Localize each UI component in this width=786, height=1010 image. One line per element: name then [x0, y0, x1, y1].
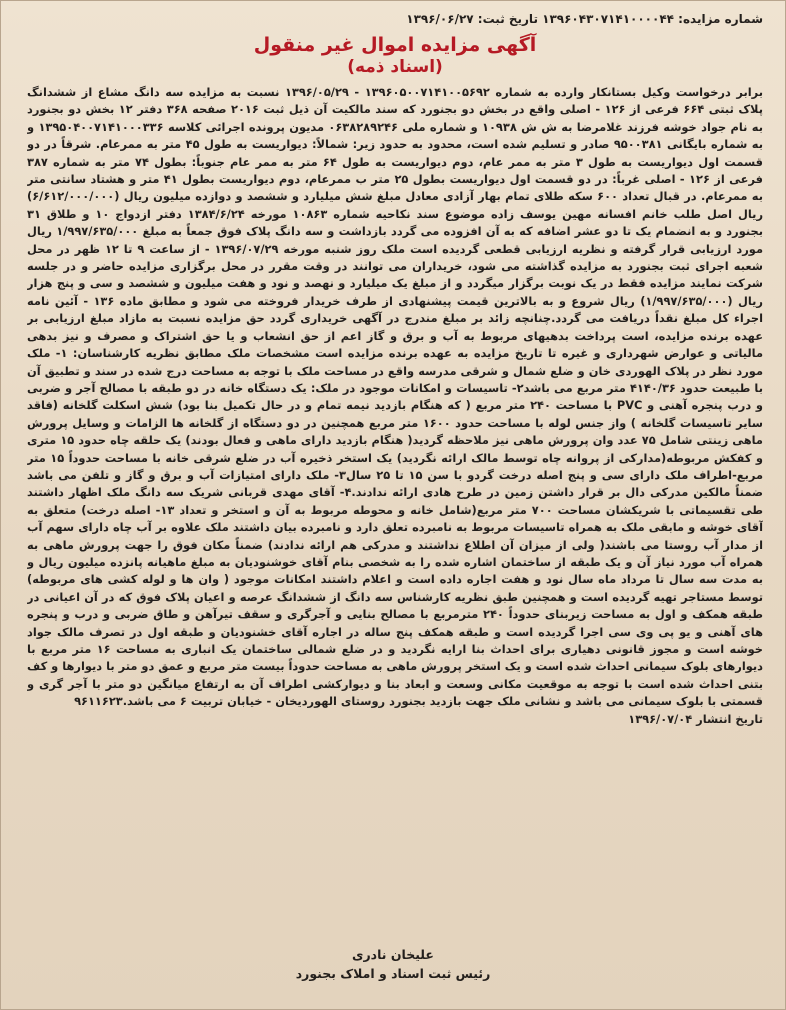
notice-paragraph: برابر درخواست وکیل بستانکار وارده به شماره ۱۳۹۶۰۵۰۰۷۱۴۱۰۰۵۶۹۲ - ۱۳۹۶/۰۵/۲۹ نسبت به مزایده سه دانگ مشاع از ششدانگ پلاک ثبتی ۶۶۴ فرعی از ۱۲۶ - اصلی واقع در بخش دو بجنورد که سند مالکیت آن ذیل ثبت ۲۰۱۶ صفحه ۳۶۸ دفتر ۱۲ بخش دو بجنورد به نام جواد خوشه فرزند غلامرضا به ش ش ۱۰۹۳۸ و شماره ملی ۰۶۳۸۲۸۹۲۴۶ مدیون پرونده اجرائی کلاسه ۱۳۹۵۰۴۰۰۷۱۴۱۰۰۰۳۳۶ و به شماره بایگانی ۹۵۰۰۳۸۱ صادر و تسلیم شده است، محدود به حدود زیر: شمالاً: دیواریست به طول ۴۵ متر به ممرعام. شرقاً در دو قسمت اول دیواریست به طول ۳ متر به ممر عام، دوم دیواریست به طول ۶۴ متر به ممر عام جنوباً: بطول ۷۴ متر به شماره ۳۸۷ فرعی از ۱۲۶ - اصلی غرباً: در دو قسمت اول دیواریست بطول ۲۵ متر ب ممرعام، دوم دیواریست بطول ۴۱ متر و هشتاد سانتی متر به ممرعام. در قبال تعداد ۶۰۰ سکه طلای تمام بهار آزادی معادل مبلغ شش میلیارد و ششصد و دوازده میلیون ریال (۶/۶۱۲/۰۰۰/۰۰۰) ریال اصل طلب خانم افسانه مهین یوسف زاده موضوع سند نکاحیه شماره ۱۰۸۶۳ مورخه ۱۳۸۴/۶/۲۴ دفتر ازدواج ۱۰ و طلاق ۳۱ بجنورد و به انضمام یک تا دو عشر اضافه که به آن افزوده می گردد بازداشت و سه دانگ پلاک فوق جمعاً به مبلغ ۱/۹۹۷/۶۳۵/۰۰۰ ریال مورد ارزیابی قرار گرفته و نظریه ارزیابی قطعی گردیده است ملک روز شنبه مورخه ۱۳۹۶/۰۷/۲۹ - از ساعت ۹ تا ۱۲ ظهر در محل شعبه اجرای ثبت بجنورد به مزایده گذاشته می شود، خریداران می توانند در وقت مقرر در محل برگزاری مزایده حاضر و در جلسه شرکت نمایند مزایده فقط در یک نوبت برگزار میگردد و از مبلغ یک میلیارد و نهصد و نود و هفت میلیون و ششصد و سی و پنج هزار ریال (۱/۹۹۷/۶۳۵/۰۰۰) ریال شروع و به بالاترین قیمت پیشنهادی از طرف خریدار فروخته می شود و مطابق ماده ۱۳۶ - آئین نامه اجراء کل مبلغ نقداً دریافت می گردد.چنانچه زائد بر مبلغ مندرج در آگهی خریداری گردد حق مزایده نسبت به مازاد مبلغ ارزیابی بر عهده برنده مزایده، است پرداخت بدهیهای مربوط به آب و برق و گاز اعم از حق انشعاب و یا حق اشتراک و مصرف و نیز بدهی مالیاتی و عوارض شهرداری و غیره تا تاریخ مزایده به عهده برنده مزایده است مشخصات ملک مطابق نظریه کارشناسان: ۱- ملک مورد نظر در پلاک الهوردی خان و ضلع شمال و شرقی مدرسه واقع در مساحت ملک با توجه به مساحت درج شده در سند و تطبیق آن با طبیعت حدود ۴۱۴۰/۳۶ متر مربع می باشد۲- تاسیسات و امکانات موجود در ملک: یک دستگاه خانه در دو طبقه با مصالح آجر و ضربی و درب پنجره آهنی و PVC با مساحت ۲۴۰ متر مربع ( که هنگام بازدید نیمه تمام و در حال تکمیل بنا بود) شش اسکلت گلخانه (فاقد سایر تاسیسات گلخانه ) واز جنس لوله با مساحت حدود ۱۶۰۰ متر مربع همچنین در دو دستگاه از گلخانه ها الزامات و وسایل پرورش ماهی زینتی شامل ۷۵ عدد وان پرورش ماهی نیز ملاحظه گردید( هنگام بازدید دارای ماهی و فعال بودند) یک حلقه چاه حدود ۱۵ متری و کفکش مربوطه(مدارکی از پروانه چاه توسط مالک ارائه نگردید) یک استخر ذخیره آب در ضلع شرقی خانه با مساحت حدوداً ۱۵ متر مربع-اطراف ملک دارای سی و پنج اصله درخت گردو با سن ۱۵ تا ۲۵ سال۳- ملک دارای امتیازات آب و برق و گاز و تلفن می باشد ضمناً مالکین مدرکی دال بر قرار داشتن زمین در طرح هادی ارائه ندادند.۴- آقای مهدی قربانی شریک سه دانگ ملک اظهار داشتند طی تقسیماتی با شریکشان مساحت ۷۰۰ متر مربع(شامل خانه و محوطه مربوط به آن و استخر و تعداد ۱۳- اصله درخت) متعلق به آقای خوشه و مابقی ملک به همراه تاسیسات مربوط به نامبرده تعلق دارد و نامبرده بیان داشتند ملک علاوه بر آب چاه دارای سهم آب از مدار آب روستا می باشند( ولی از میزان آن اطلاع نداشتند و مدرکی هم ارائه ندادند) ضمناً مکان فوق را جهت پرورش ماهی به همراه آب مورد نیاز آن و یک طبقه از ساختمان اشاره شده را به شخصی بنام آقای خوشنودیان به مبلغ ماهیانه پانزده میلیون ریال و به مدت سه سال تا مرداد ماه سال نود و هفت اجاره داده است و اعلام داشتند امکانات موجود ( وان ها و لوله کشی های مربوطه) توسط مستاجر تهیه گردیده است و همچنین طبق نظریه کارشناس سه دانگ از ششدانگ عرصه و اعیان پلاک فوق که در آن اعیانی در طبقه همکف و اول به مساحت زیربنای حدوداً ۲۴۰ مترمربع با مصالح بنایی و آجرگری و سقف تیرآهن و طاق ضربی و درب و پنجره های آهنی و یو پی وی سی اجرا گردیده است و طبقه همکف پنج ساله در اجاره آقای خشنودیان و طبقه اول در تصرف مالک جواد خوشه است و مجوز قانونی دهیاری برای احداث بنا ارایه نگردید و در ضلع شمالی ساختمان یک انباری به مساحت ۱۶ متر مربع با دیوارهای بلوک سیمانی احداث شده است و یک استخر پرورش ماهی به مساحت حدوداً بیست متر مربع و عمق دو متر با دیوارها و کف بتنی احداث شده است با توجه به موقعیت مکانی وسعت و ابعاد بنا و دیوارکشی اطراف آن به ارتفاع میانگین دو متر با آجر گری و قسمتی با بلوک سیمانی می باشد و نشانی ملک جهت بازدید بجنورد روستای الهوردیخان - خیابان تربیت ۶ می باشد.۹۶۱۱۶۲۳	[27, 85, 763, 709]
signature-block	[1, 945, 785, 983]
auction-number-line: شماره مزایده: ۱۳۹۶۰۴۳۰۷۱۴۱۰۰۰۰۴۴ تاریخ ثبت: ۱۳۹۶/۰۶/۲۷	[406, 12, 763, 26]
signatory-role: رئیس ثبت اسناد و املاک بجنورد	[295, 966, 491, 981]
notice-body	[27, 84, 763, 844]
signatory-name: علیخان نادری	[352, 947, 434, 962]
notice-subtitle: (اسناد ذمه)	[347, 57, 443, 77]
publish-date: تاریخ انتشار ۱۳۹۶/۰۷/۰۴	[628, 711, 763, 726]
notice-title: آگهی مزایده اموال غیر منقول	[253, 34, 537, 56]
